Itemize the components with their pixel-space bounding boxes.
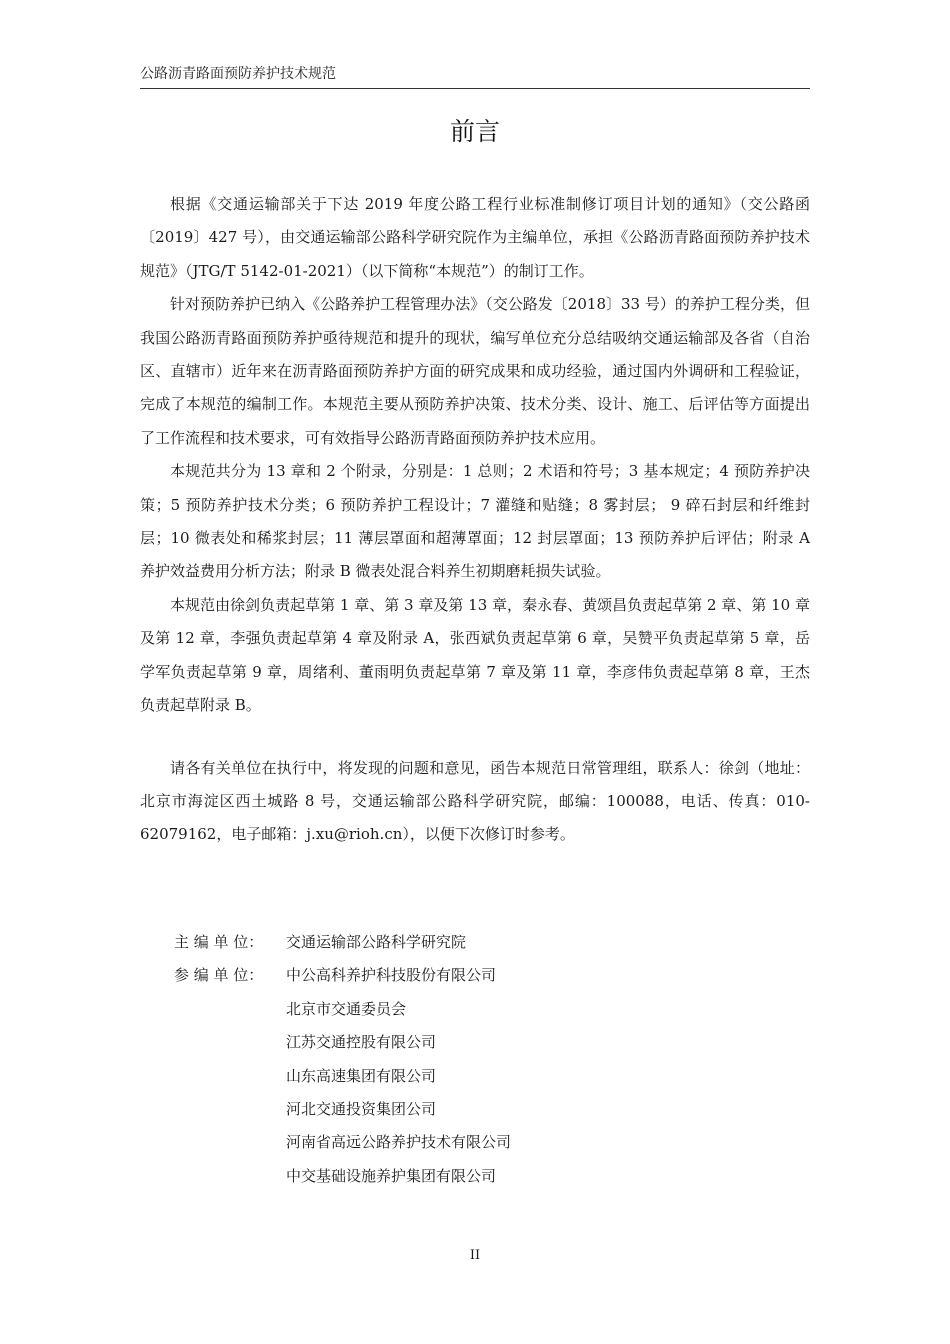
participating-unit-row bbox=[174, 1026, 511, 1059]
chief-unit-row bbox=[174, 926, 511, 959]
paragraph-contact: 请各有关单位在执行中，将发现的问题和意见，函告本规范日常管理组，联系人：徐剑（地址：北京市海淀区西土城路 8 号，交通运输部公路科学研究院，邮编：100088，电话、传真：010-62079162，电子邮箱：j.xu@rioh.cn），以便下次修订时参考。 bbox=[140, 758, 810, 844]
participating-unit-row bbox=[174, 993, 511, 1026]
participating-unit-name: 中公高科养护科技股份有限公司 bbox=[286, 966, 497, 985]
chief-unit-name: 交通运输部公路科学研究院 bbox=[286, 933, 467, 951]
participating-unit-name: 山东高速集团有限公司 bbox=[286, 1066, 437, 1085]
page-number: II bbox=[469, 1248, 481, 1263]
participating-unit-name: 中交基础设施养护集团有限公司 bbox=[286, 1166, 497, 1185]
participating-unit-name: 河南省高远公路养护技术有限公司 bbox=[286, 1133, 512, 1152]
paragraph-structure: 本规范共分为 13 章和 2 个附录，分别是：1 总则；2 术语和符号；3 基本规定；4 预防养护决策；5 预防养护技术分类；6 预防养护工程设计；7 灌缝和贴缝；8 雾封层； 9 碎石封层和纤维封层；10 微表处和稀浆封层；11 薄层罩面和超薄罩面；12 封层罩面；13 预防养护后评估；附录 A 养护效益费用分析方法；附录 B 微表处混合料养生初期磨耗损失试验。 bbox=[140, 462, 810, 581]
header-divider bbox=[140, 88, 810, 89]
paragraph-background: 针对预防养护已纳入《公路养护工程管理办法》（交公路发〔2018〕33 号）的养护工程分类，但我国公路沥青路面预防养护亟待规范和提升的现状，编写单位充分总结吸纳交通运输部及各省（自治区、直辖市）近年来在沥青路面预防养护方面的研究成果和成功经验，通过国内外调研和工程验证，完成了本规范的编制工作。本规范主要从预防养护决策、技术分类、设计、施工、后评估等方面提出了工作流程和技术要求，可有效指导公路沥青路面预防养护技术应用。 bbox=[140, 295, 810, 447]
paragraph-basis: 根据《交通运输部关于下达 2019 年度公路工程行业标准制修订项目计划的通知》（交公路函〔2019〕427 号），由交通运输部公路科学研究院作为主编单位，承担《公路沥青路面预防养护技术规范》（JTG/T 5142-01-2021）（以下简称“本规范”）的制订工作。 bbox=[140, 195, 810, 280]
preface-body bbox=[140, 188, 810, 852]
participating-unit-row bbox=[174, 1160, 511, 1193]
participating-unit-row bbox=[174, 1093, 511, 1126]
participating-unit-row bbox=[174, 1060, 511, 1093]
participating-unit-name: 北京市交通委员会 bbox=[286, 999, 407, 1018]
participating-unit-row bbox=[174, 959, 511, 992]
running-header: 公路沥青路面预防养护技术规范 bbox=[140, 66, 336, 82]
participating-unit-row bbox=[174, 1126, 511, 1159]
participating-unit-label: 参 编 单 位： bbox=[174, 966, 264, 985]
page-title: 前言 bbox=[449, 117, 500, 146]
paragraph-drafters: 本规范由徐剑负责起草第 1 章、第 3 章及第 13 章，秦永春、黄颂昌负责起草第 2 章、第 10 章及第 12 章，李强负责起草第 4 章及附录 A，张西斌负责起草第 6 章，吴赞平负责起草第 5 章，岳学军负责起草第 9 章，周绪利、董雨明负责起草第 7 章及第 11 章，李彦伟负责起草第 8 章，王杰负责起草附录 B。 bbox=[140, 595, 810, 715]
participating-unit-name: 河北交通投资集团公司 bbox=[286, 1099, 437, 1118]
participating-unit-name: 江苏交通控股有限公司 bbox=[286, 1033, 437, 1052]
drafting-units bbox=[174, 926, 511, 1193]
chief-unit-label: 主 编 单 位： bbox=[174, 933, 264, 951]
